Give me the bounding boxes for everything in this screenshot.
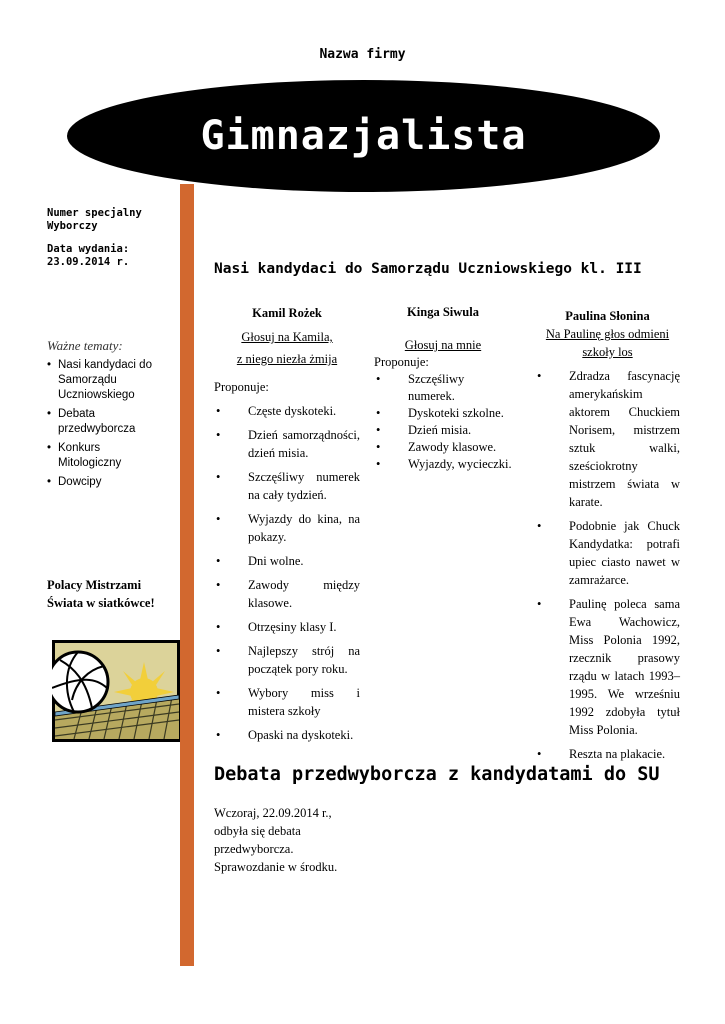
accent-bar (180, 184, 194, 966)
proposal-item: • Częste dyskoteki. (214, 402, 360, 420)
newsletter-title: Gimnazjalista (200, 113, 527, 159)
candidate-slogan: Na Paulinę głos odmieni szkoły los (545, 327, 670, 359)
candidate-name: Kamil Rożek (252, 306, 322, 320)
proposal-item: • Najlepszy strój na początek pory roku. (214, 642, 360, 678)
topic-item: • Dowcipy (45, 475, 165, 490)
candidate-slogan: Głosuj na mnie (404, 338, 482, 352)
proposal-item: • Wyjazdy, wycieczki. (374, 456, 512, 473)
article-headline-candidates: Nasi kandydaci do Samorządu Uczniowskiego kl. III (214, 261, 642, 277)
issue-line2: Wyborczy (47, 220, 98, 232)
candidate-slogan: z niego niezła żmija (236, 352, 338, 366)
proposal-item: • Wyjazdy do kina, na pokazy. (214, 510, 360, 546)
article-body: Wczoraj, 22.09.2014 r., odbyła się debata przedwyborcza. Sprawozdanie w środku. (214, 806, 338, 874)
candidate-column-3 (535, 307, 680, 763)
proposal-item: • Dni wolne. (214, 552, 360, 570)
date-label: Data wydania: (47, 243, 130, 255)
topics-heading: Ważne tematy: (47, 338, 123, 353)
proposal-item: • Zawody klasowe. (374, 439, 512, 456)
proposal-item: • Dyskoteki szkolne. (374, 405, 512, 422)
candidate-name: Paulina Słonina (565, 309, 650, 323)
company-name: Nazwa firmy (319, 47, 406, 62)
candidate-column-2 (374, 304, 512, 473)
volleyball-net-sun-icon (52, 640, 180, 742)
topic-item: • Debata przedwyborcza (45, 407, 165, 437)
issue-date: 23.09.2014 r. (47, 256, 130, 268)
proposal-item: • Szczęśliwy numerek na cały tydzień. (214, 468, 360, 504)
issue-info (47, 207, 142, 269)
description-item: • Paulinę poleca sama Ewa Wachowicz, Miss Polonia 1992, rzecznik prasowy rządu w latach 1993–1995. We wrześniu 1992 zdobyła tytuł Miss Polonia. (535, 595, 680, 739)
proposal-item: • Wybory miss i mistera szkoły (214, 684, 360, 720)
proposal-item: • Dzień samorządności, dzień misia. (214, 426, 360, 462)
proposal-item: • Dzień misia. (374, 422, 512, 439)
topic-item: • Nasi kandydaci do Samorządu Uczniowskiego (45, 358, 165, 403)
proposes-label: Proponuje: (374, 355, 429, 369)
proposal-item: • Zawody między klasowe. (214, 576, 360, 612)
topic-item: • Konkurs Mitologiczny (45, 441, 165, 471)
description-item: • Podobnie jak Chuck Kandydatka: potrafi upiec ciasto nawet w zamrażarce. (535, 517, 680, 589)
candidate-column-1 (214, 304, 360, 744)
proposal-item: • Szczęśliwy numerek. (374, 371, 512, 405)
candidate-name: Kinga Siwula (407, 305, 479, 319)
sidebar-news: Polacy Mistrzami Świata w siatkówce! (47, 578, 155, 610)
proposals-list (214, 402, 360, 744)
proposal-item: • Otrzęsiny klasy I. (214, 618, 360, 636)
description-item: • Zdradza fascynację amerykańskim aktorem Chuckiem Norisem, mistrzem sztuk walki, sześciokrotny mistrzem świata w karate. (535, 367, 680, 511)
description-list (535, 367, 680, 763)
proposes-label: Proponuje: (214, 380, 269, 394)
candidate-slogan: Głosuj na Kamila, (241, 330, 333, 344)
issue-line1: Numer specjalny (47, 207, 142, 219)
description-item: • Reszta na plakacie. (535, 745, 680, 763)
proposals-list (374, 371, 512, 473)
proposal-item: • Opaski na dyskoteki. (214, 726, 360, 744)
article-headline-debate: Debata przedwyborcza z kandydatami do SU (214, 764, 660, 785)
topics-list (45, 358, 165, 494)
